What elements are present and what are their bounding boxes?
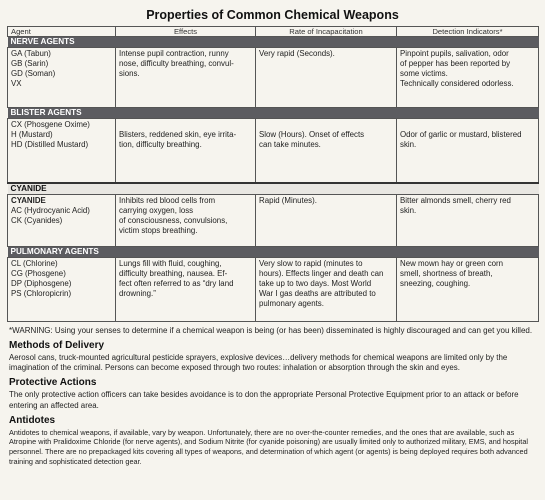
section-header-row: [8, 183, 539, 195]
table-row: [8, 48, 539, 108]
effects-cell: [116, 194, 256, 246]
document-title: Properties of Common Chemical Weapons: [146, 8, 399, 22]
detection-line: skin.: [400, 140, 417, 149]
agent-name: H (Mustard): [11, 130, 53, 139]
agent-name: CX (Phosgene Oxime): [11, 120, 90, 129]
effects-cell: [116, 119, 256, 183]
column-header-rate: Rate of Incapacitation: [256, 27, 397, 37]
detection-line: of pepper has been reported by: [400, 59, 511, 68]
rate-line: take up to two days. Most World: [259, 278, 372, 288]
detection-line: New mown hay or green corn: [400, 258, 504, 268]
detection-cell: [397, 194, 539, 246]
rate-line: Rapid (Minutes).: [259, 195, 317, 205]
agent-name: VX: [11, 79, 22, 88]
agent-group-label: CYANIDE: [11, 195, 46, 205]
rate-line: Slow (Hours). Onset of effects: [259, 130, 365, 139]
agent-name: DP (Diphosgene): [11, 278, 72, 288]
effects-line: Inhibits red blood cells from: [119, 195, 216, 205]
agent-cell: [8, 194, 116, 246]
effects-line: fect often referred to as “dry land: [119, 278, 234, 288]
effects-line: of consciousness, convulsions,: [119, 215, 228, 225]
detection-line: skin.: [400, 205, 417, 215]
effects-line: drowning.”: [119, 288, 156, 298]
rate-line: hours). Effects linger and death can: [259, 268, 384, 278]
rate-line: War I gas deaths are attributed to: [259, 288, 376, 298]
section-header-row: [8, 108, 539, 119]
detection-cell: [397, 257, 539, 321]
effects-line: nose, difficulty breathing, convul-: [119, 59, 234, 68]
agent-name: AC (Hydrocyanic Acid): [11, 205, 90, 215]
agent-cell: [8, 48, 116, 108]
section-title: CYANIDE: [8, 183, 539, 195]
effects-line: carrying oxygen, loss: [119, 205, 194, 215]
detection-line: Pinpoint pupils, salivation, odor: [400, 49, 509, 58]
rate-line: can take minutes.: [259, 140, 321, 149]
table-row: [8, 119, 539, 183]
detection-line: Technically considered odorless.: [400, 79, 514, 88]
effects-line: Intense pupil contraction, runny: [119, 49, 229, 58]
effects-line: Lungs fill with fluid, coughing,: [119, 258, 222, 268]
effects-line: tion, difficulty breathing.: [119, 140, 202, 149]
section-title: BLISTER AGENTS: [8, 108, 539, 119]
detection-line: smell, shortness of breath,: [400, 268, 493, 278]
antidotes-body: Antidotes to chemical weapons, if available, vary by weapon. Unfortunately, there are no over-the-counter remedies, and the ones that are available, such as Atropine with Pralidoxime Chloride (for nerve agents), and Sodium Nitrite (for cyanide poisoning) are usually limited only to authorized military, EMS, and hospital personnel. There are no prepackaged kits covering all types of weapons, and determination of which agent (or agents) is being deployed requires both advanced training and sophisticated detection gear.: [9, 427, 528, 466]
effects-cell: [116, 48, 256, 108]
agent-cell: [8, 257, 116, 321]
delivery-body: Aerosol cans, truck-mounted agricultural pesticide sprayers, explosive devices…delivery methods for chemical weapons are limited only by the imagination of the criminal. Persons can become exposed through two routes: inhalation or absorption through the skin and eyes.: [9, 353, 508, 373]
agent-name: GD (Soman): [11, 69, 56, 78]
rate-cell: [256, 119, 397, 183]
agent-cell: [8, 119, 116, 183]
rate-line: pulmonary agents.: [259, 298, 324, 308]
effects-line: victim stops breathing.: [119, 225, 198, 235]
protective-body: The only protective action officers can take besides avoidance is to don the appropriate Personal Protective Equipment prior to an attack or before entering an affected area.: [9, 390, 519, 410]
section-title: NERVE AGENTS: [8, 37, 539, 48]
section-nerve-agents: [8, 37, 539, 108]
column-header-detection: Detection Indicators*: [397, 27, 539, 37]
detection-cell: [397, 119, 539, 183]
protective-heading: Protective Actions: [9, 377, 97, 389]
section-pulmonary-agents: [8, 246, 539, 321]
rate-cell: [256, 48, 397, 108]
chemical-weapons-table: [7, 26, 539, 322]
rate-line: Very slow to rapid (minutes to: [259, 258, 363, 268]
section-header-row: [8, 37, 539, 48]
rate-cell: [256, 194, 397, 246]
delivery-heading: Methods of Delivery: [9, 340, 105, 351]
detection-line: sneezing, coughing.: [400, 278, 471, 288]
agent-name: GB (Sarin): [11, 59, 49, 68]
rate-cell: [256, 257, 397, 321]
agent-name: CK (Cyanides): [11, 215, 63, 225]
effects-line: difficulty breathing, nausea. Ef-: [119, 268, 228, 278]
section-blister-agents: [8, 108, 539, 183]
column-header-effects: Effects: [116, 27, 256, 37]
effects-cell: [116, 257, 256, 321]
detection-line: Bitter almonds smell, cherry red: [400, 195, 511, 205]
table-row: [8, 194, 539, 246]
agent-name: CL (Chlorine): [11, 258, 58, 268]
column-header-agent: Agent: [8, 27, 116, 37]
section-cyanide: [8, 183, 539, 247]
agent-name: GA (Tabun): [11, 49, 51, 58]
agent-name: PS (Chloropicrin): [11, 288, 72, 298]
agent-name: HD (Distilled Mustard): [11, 140, 89, 149]
table-header-row: [8, 27, 539, 37]
section-title: PULMONARY AGENTS: [8, 246, 539, 257]
effects-line: sions.: [119, 69, 140, 78]
rate-line: Very rapid (Seconds).: [259, 49, 335, 58]
effects-line: Blisters, reddened skin, eye irrita-: [119, 130, 237, 139]
detection-cell: [397, 48, 539, 108]
detection-line: some victims.: [400, 69, 448, 78]
detection-line: Odor of garlic or mustard, blistered: [400, 130, 522, 139]
section-header-row: [8, 246, 539, 257]
antidotes-heading: Antidotes: [9, 414, 56, 426]
warning-note: *WARNING: Using your senses to determine if a chemical weapon is being (or has been) disseminated is highly discouraged and can get you killed.: [9, 325, 533, 335]
agent-name: CG (Phosgene): [11, 268, 66, 278]
table-row: [8, 257, 539, 321]
